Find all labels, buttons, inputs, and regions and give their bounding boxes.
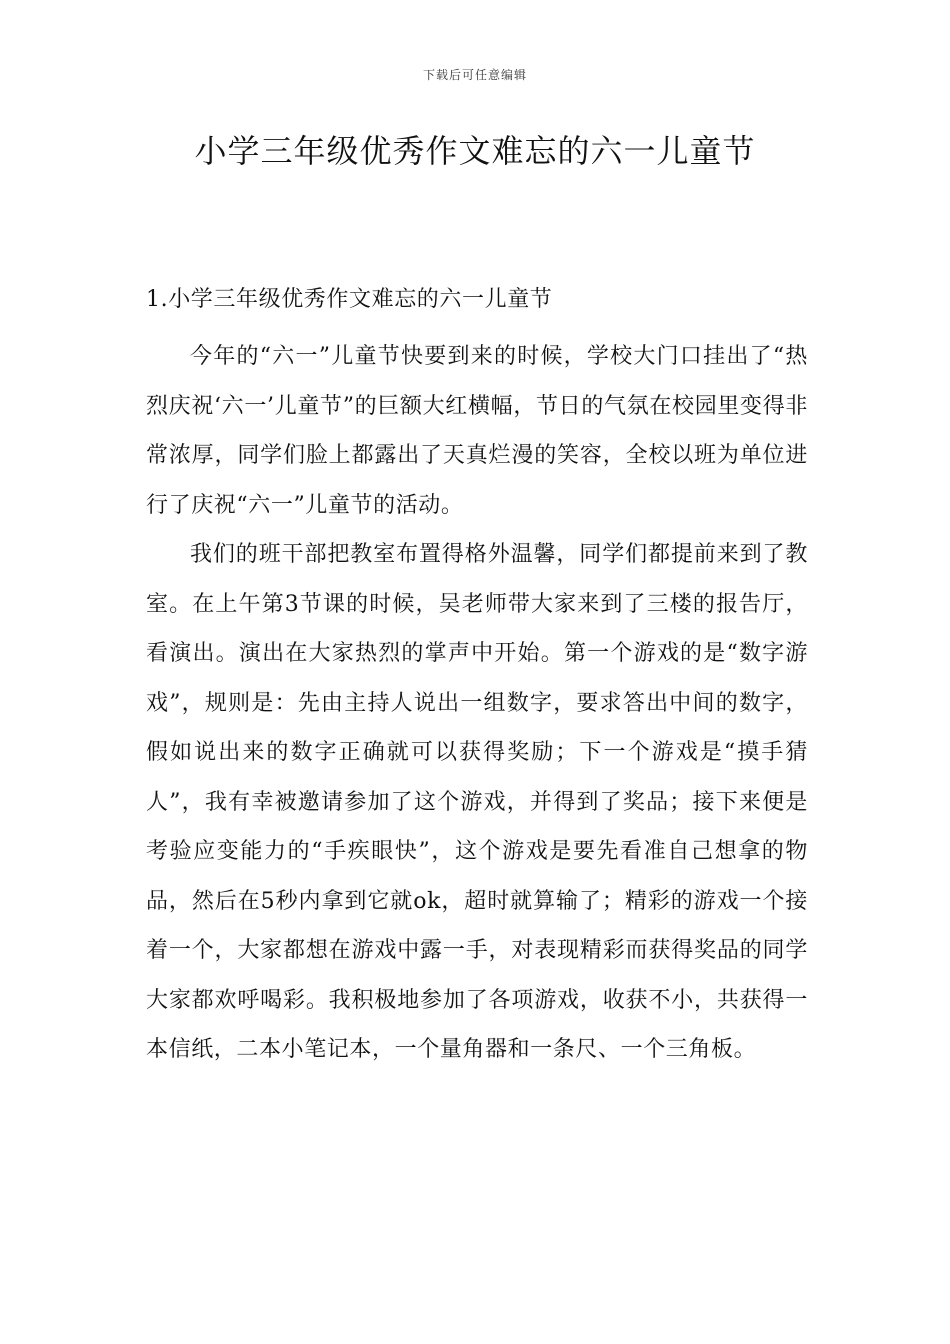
paragraph-2: 我们的班干部把教室布置得格外温馨，同学们都提前来到了教室。在上午第3节课的时候，吴老师带大家来到了三楼的报告厅，看演出。演出在大家热烈的掌声中开始。第一个游戏的是“数字游戏”，规则是：先由主持人说出一组数字，要求答出中间的数字，假如说出来的数字正确就可以获得奖励；下一个游戏是“摸手猜人”，我有幸被邀请参加了这个游戏，并得到了奖品；接下来便是考验应变能力的“手疾眼快”，这个游戏是要先看准自己想拿的物品，然后在5秒内拿到它就ok，超时就算输了；精彩的游戏一个接着一个，大家都想在游戏中露一手，对表现精彩而获得奖品的同学大家都欢呼喝彩。我积极地参加了各项游戏，收获不小，共获得一本信纸，二本小笔记本，一个量角器和一条尺、一个三角板。 xyxy=(146,542,808,1062)
header-note: 下载后可任意编辑 xyxy=(422,68,527,82)
document-body xyxy=(146,282,808,1075)
document-title: 小学三年级优秀作文难忘的六一儿童节 xyxy=(194,132,756,170)
section-heading: 1.小学三年级优秀作文难忘的六一儿童节 xyxy=(146,287,553,312)
paragraph-1: 今年的“六一”儿童节快要到来的时候，学校大门口挂出了“热烈庆祝‘六一’儿童节”的巨额大红横幅，节日的气氛在校园里变得非常浓厚，同学们脸上都露出了天真烂漫的笑容，全校以班为单位进行了庆祝“六一”儿童节的活动。 xyxy=(146,344,808,518)
